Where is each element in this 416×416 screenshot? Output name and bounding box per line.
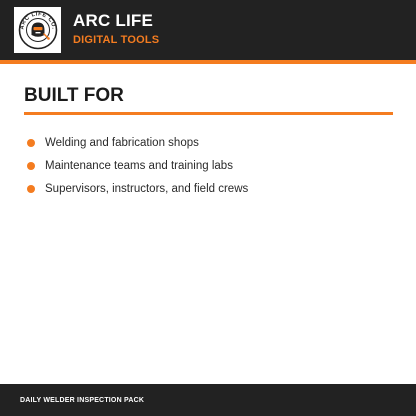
footer-bar — [0, 384, 416, 416]
list-item-text: Welding and fabrication shops — [45, 136, 199, 149]
list-item-text: Maintenance teams and training labs — [45, 159, 233, 172]
brand-logo — [14, 7, 61, 53]
list-item-text: Supervisors, instructors, and field crews — [45, 182, 249, 195]
list-item — [24, 177, 248, 200]
brand-subtitle: DIGITAL TOOLS — [73, 34, 160, 46]
brand-name: ARC LIFE — [73, 11, 153, 30]
audience-list — [24, 131, 248, 200]
list-item — [24, 131, 248, 154]
header-accent-divider — [0, 60, 416, 64]
welder-mask-logo-icon — [18, 10, 58, 50]
section-title: BUILT FOR — [24, 85, 124, 106]
list-item — [24, 154, 248, 177]
logo-text: ARC LIFE CO. — [18, 11, 57, 31]
bullet-icon — [27, 185, 35, 193]
footer-label: DAILY WELDER INSPECTION PACK — [20, 396, 145, 404]
bullet-icon — [27, 139, 35, 147]
header-bar — [0, 0, 416, 60]
title-underline — [24, 112, 393, 115]
bullet-icon — [27, 162, 35, 170]
